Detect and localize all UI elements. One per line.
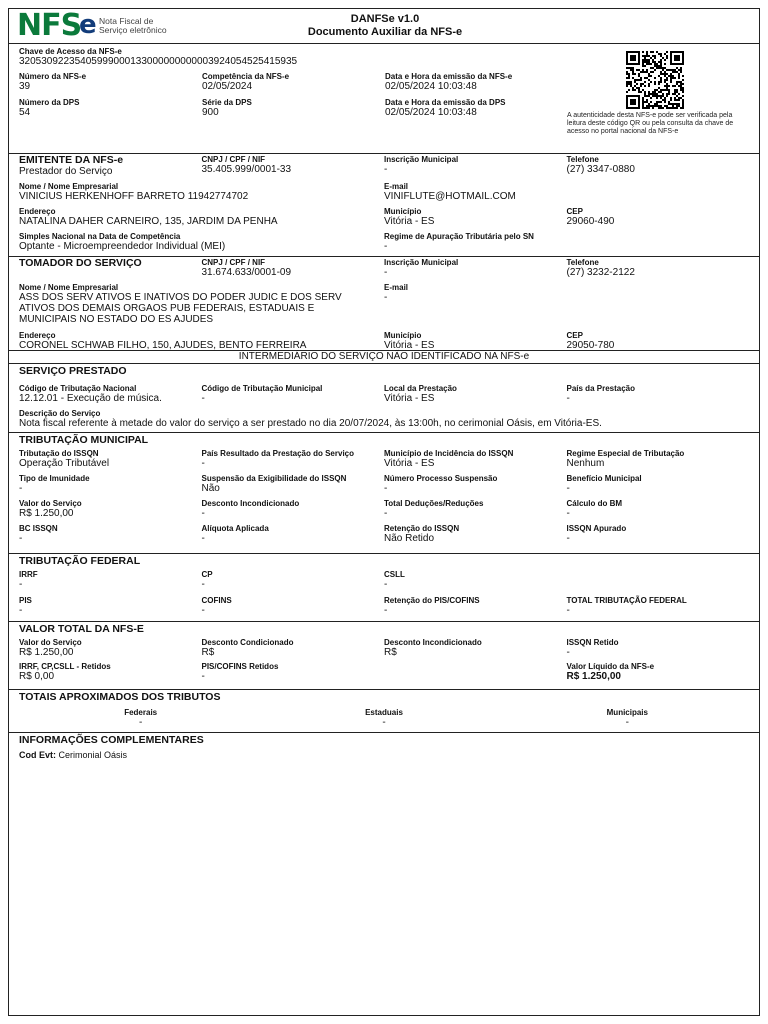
- competence-label: Competência da NFS-e: [202, 72, 290, 81]
- customer-name-label: Nome / Nome Empresarial: [19, 283, 119, 292]
- issuer-row-3: [9, 207, 759, 227]
- nfse-issue-label: Data e Hora da emissão da NFS-e: [385, 72, 513, 81]
- field-label: PIS: [19, 596, 32, 605]
- issuer-cnpj-label: CNPJ / CPF / NIF: [201, 155, 266, 164]
- federal-tax-section: [9, 554, 759, 622]
- field-label: Benefício Municipal: [566, 474, 642, 483]
- customer-section: [9, 257, 759, 350]
- simples-label: Simples Nacional na Data de Competência: [19, 232, 181, 241]
- field-value: R$ 0,00: [19, 671, 55, 682]
- field-label: Valor do Serviço: [19, 638, 82, 647]
- service-row-1: [9, 384, 759, 404]
- customer-row-3: [9, 331, 759, 351]
- field-value: -: [384, 605, 388, 616]
- total-value-row-1: [9, 638, 759, 658]
- logo-subtitle-line1: Nota Fiscal de: [99, 16, 154, 26]
- field-label: Tributação do ISSQN: [19, 449, 99, 458]
- nfse-issue-value: 02/05/2024 10:03:48: [385, 81, 477, 92]
- municipal-tax-row-2: [9, 474, 759, 494]
- total-value-row-2: [9, 662, 759, 682]
- municipal-tax-row-1: [9, 449, 759, 469]
- issuer-cep-value: 29060-490: [566, 216, 615, 227]
- complementary-info-section: [9, 733, 759, 760]
- regime-value: -: [384, 241, 388, 252]
- field-value: -: [566, 508, 570, 519]
- field-label: IRRF: [19, 570, 38, 579]
- field-label: Total Deduções/Reduções: [384, 499, 484, 508]
- customer-phone-label: Telefone: [566, 258, 599, 267]
- dps-issue-label: Data e Hora da emissão da DPS: [385, 98, 506, 107]
- field-label: IRRF, CP,CSLL - Retidos: [19, 662, 111, 671]
- field-label: ISSQN Retido: [566, 638, 619, 647]
- field-label: Regime Especial de Tributação: [566, 449, 685, 458]
- field-label: Desconto Incondicionado: [384, 638, 482, 647]
- municipal-tax-section: [9, 433, 759, 554]
- field-value: -: [566, 483, 570, 494]
- municipal-label: Municipais: [606, 708, 648, 717]
- access-key-label: Chave de Acesso da NFS-e: [19, 47, 122, 56]
- customer-row-2: [9, 283, 759, 325]
- federal-tax-row-1: [9, 570, 759, 590]
- issuer-subtitle: Prestador do Serviço: [19, 166, 113, 177]
- approx-taxes-row: [9, 708, 759, 728]
- field-label: Retenção do ISSQN: [384, 524, 460, 533]
- field-value: Nenhum: [566, 458, 605, 469]
- customer-email-label: E-mail: [384, 283, 409, 292]
- service-location-value: Vitória - ES: [384, 393, 435, 404]
- nfse-number-value: 39: [19, 81, 31, 92]
- service-title: SERVIÇO PRESTADO: [19, 365, 127, 377]
- nfse-number-label: Número da NFS-e: [19, 72, 87, 81]
- field-value: -: [19, 605, 23, 616]
- issuer-name-label: Nome / Nome Empresarial: [19, 182, 119, 191]
- customer-name-line2: ATIVOS DOS DEMAIS ORGAOS PUB FEDERAIS, ESTADUAIS E: [19, 303, 315, 314]
- issuer-cep-label: CEP: [566, 207, 583, 216]
- service-description-value: Nota fiscal referente à metade do valor do serviço a ser prestado no dia 20/07/2024, às 13:00h, no cerimonial Oásis, em Vitória-ES.: [19, 418, 602, 429]
- document-header: [9, 9, 759, 44]
- field-label: Desconto Condicionado: [201, 638, 294, 647]
- customer-cnpj-value: 31.674.633/0001-09: [201, 267, 292, 278]
- service-country-label: País da Prestação: [566, 384, 635, 393]
- field-label: Alíquota Aplicada: [201, 524, 269, 533]
- field-value: -: [201, 508, 205, 519]
- customer-email-value: -: [384, 292, 388, 303]
- service-section: [9, 364, 759, 433]
- issuer-im-label: Inscrição Municipal: [384, 155, 459, 164]
- access-key-value: 32053092235405999000133000000000003924054525415935: [19, 56, 298, 67]
- dps-series-label: Série da DPS: [202, 98, 252, 107]
- field-value: -: [384, 483, 388, 494]
- authenticity-note: A autenticidade desta NFS-e pode ser verificada pela leitura deste código QR ou pela consulta da chave de acesso no portal nacional da NFS-e: [567, 112, 734, 135]
- customer-cep-label: CEP: [566, 331, 583, 340]
- federal-value: -: [138, 717, 143, 728]
- field-value: -: [201, 533, 205, 544]
- field-label: Desconto Incondicionado: [201, 499, 300, 508]
- field-label: CP: [201, 570, 213, 579]
- issuer-email-value: VINIFLUTE@HOTMAIL.COM: [384, 191, 516, 202]
- field-value: -: [566, 533, 570, 544]
- field-label: País Resultado da Prestação do Serviço: [201, 449, 355, 458]
- document-subtitle: Documento Auxiliar da NFS-e: [307, 26, 463, 38]
- national-code-label: Código de Tributação Nacional: [19, 384, 137, 393]
- field-value: -: [566, 605, 570, 616]
- issuer-city-label: Município: [384, 207, 422, 216]
- field-value: -: [19, 483, 23, 494]
- competence-value: 02/05/2024: [202, 81, 253, 92]
- field-value: Não: [201, 483, 220, 494]
- field-value: Não Retido: [384, 533, 435, 544]
- dps-issue-value: 02/05/2024 10:03:48: [385, 107, 477, 118]
- total-value-title: VALOR TOTAL DA NFS-E: [19, 623, 144, 635]
- dps-series-value: 900: [202, 107, 219, 118]
- field-label: CSLL: [384, 570, 405, 579]
- logo-mark-nfs: NFS: [17, 8, 82, 43]
- issuer-phone-label: Telefone: [566, 155, 599, 164]
- municipal-tax-row-3: [9, 499, 759, 519]
- state-value: -: [382, 717, 386, 728]
- issuer-city-value: Vitória - ES: [384, 216, 435, 227]
- field-value: -: [19, 533, 23, 544]
- regime-label: Regime de Apuração Tributária pelo SN: [384, 232, 534, 241]
- service-description-label: Descrição do Serviço: [19, 409, 101, 418]
- service-location-label: Local da Prestação: [384, 384, 457, 393]
- field-value: Operação Tributável: [19, 458, 110, 469]
- logo-mark-e: e: [79, 10, 97, 40]
- net-value-label: Valor Líquido da NFS-e: [566, 662, 655, 671]
- dps-number-label: Número da DPS: [19, 98, 80, 107]
- field-label: Cálculo do BM: [566, 499, 623, 508]
- header-titles: [9, 13, 761, 39]
- issuer-row-4: [9, 232, 759, 252]
- field-label: Número Processo Suspensão: [384, 474, 498, 483]
- field-value: R$: [384, 647, 397, 658]
- event-code-value: Cerimonial Oásis: [58, 750, 128, 760]
- issuer-row-1: [9, 154, 759, 177]
- state-label: Estaduais: [365, 708, 403, 717]
- municipal-code-label: Código de Tributação Municipal: [201, 384, 323, 393]
- customer-name-line3: MUNICIPAIS NO ESTADO DO ES AJUDES: [19, 314, 214, 325]
- field-label: TOTAL TRIBUTAÇÃO FEDERAL: [566, 596, 687, 605]
- field-label: Tipo de Imunidade: [19, 474, 90, 483]
- issuer-name-value: VINICIUS HERKENHOFF BARRETO 11942774702: [19, 191, 249, 202]
- federal-tax-row-2: [9, 596, 759, 616]
- field-label: COFINS: [201, 596, 232, 605]
- issuer-im-value: -: [384, 164, 388, 175]
- field-value: R$: [201, 647, 215, 658]
- municipal-tax-title: TRIBUTAÇÃO MUNICIPAL: [19, 434, 149, 446]
- logo-subtitle-line2: Serviço eletrônico: [99, 25, 167, 35]
- qr-code-icon[interactable]: [626, 51, 684, 109]
- field-value: -: [384, 579, 388, 590]
- field-label: PIS/COFINS Retidos: [201, 662, 279, 671]
- service-country-value: -: [566, 393, 570, 404]
- municipal-value: -: [625, 717, 629, 728]
- field-value: Vitória - ES: [384, 458, 435, 469]
- issuer-address-value: NATALINA DAHER CARNEIRO, 135, JARDIM DA PENHA: [19, 216, 278, 227]
- customer-city-label: Município: [384, 331, 422, 340]
- field-value: -: [201, 605, 205, 616]
- customer-im-value: -: [384, 267, 388, 278]
- customer-title: TOMADOR DO SERVIÇO: [19, 257, 142, 269]
- field-value: -: [201, 458, 205, 469]
- field-value: -: [566, 647, 570, 658]
- issuer-cnpj-value: 35.405.999/0001-33: [201, 164, 292, 175]
- issuer-phone-value: (27) 3347-0880: [566, 164, 635, 175]
- federal-tax-title: TRIBUTAÇÃO FEDERAL: [19, 555, 141, 567]
- field-label: BC ISSQN: [19, 524, 58, 533]
- issuer-email-label: E-mail: [384, 182, 409, 191]
- customer-row-1: [9, 257, 759, 278]
- field-value: -: [384, 508, 388, 519]
- total-value-section: [9, 622, 759, 690]
- field-value: -: [201, 579, 205, 590]
- issuer-address-label: Endereço: [19, 207, 56, 216]
- national-code-value: 12.12.01 - Execução de música.: [19, 393, 162, 404]
- municipal-tax-row-4: [9, 524, 759, 544]
- customer-city-value: Vitória - ES: [384, 340, 435, 351]
- dps-number-value: 54: [19, 107, 31, 118]
- customer-cnpj-label: CNPJ / CPF / NIF: [201, 258, 266, 267]
- field-value: R$ 1.250,00: [19, 508, 74, 519]
- field-label: Retenção do PIS/COFINS: [384, 596, 480, 605]
- field-value: R$ 1.250,00: [19, 647, 74, 658]
- customer-im-label: Inscrição Municipal: [384, 258, 459, 267]
- field-value: -: [201, 671, 205, 682]
- identification-section: [9, 44, 759, 154]
- issuer-title: EMITENTE DA NFS-e: [19, 154, 124, 166]
- approx-taxes-section: [9, 690, 759, 733]
- field-label: Município de Incidência do ISSQN: [384, 449, 514, 458]
- danfse-document: [8, 8, 760, 1016]
- simples-value: Optante - Microempreendedor Individual (MEI): [19, 241, 226, 252]
- issuer-section: [9, 154, 759, 257]
- federal-label: Federais: [124, 708, 158, 717]
- field-label: ISSQN Apurado: [566, 524, 627, 533]
- field-label: Suspensão da Exigibilidade do ISSQN: [201, 474, 347, 483]
- customer-phone-value: (27) 3232-2122: [566, 267, 635, 278]
- event-code-label: Cod Evt:: [19, 750, 56, 760]
- net-value-value: R$ 1.250,00: [566, 671, 621, 682]
- issuer-row-2: [9, 182, 759, 202]
- document-title: DANFSe v1.0: [350, 13, 420, 25]
- field-value: -: [19, 579, 23, 590]
- customer-cep-value: 29050-780: [566, 340, 615, 351]
- customer-address-label: Endereço: [19, 331, 56, 340]
- event-code-line: [9, 746, 759, 760]
- customer-address-value: CORONEL SCHWAB FILHO, 150, AJUDES, BENTO FERREIRA: [19, 340, 307, 351]
- field-label: Valor do Serviço: [19, 499, 82, 508]
- customer-name-line1: ASS DOS SERV ATIVOS E INATIVOS DO PODER JUDIC E DOS SERV: [19, 292, 342, 303]
- municipal-code-value: -: [201, 393, 205, 404]
- approx-taxes-title: TOTAIS APROXIMADOS DOS TRIBUTOS: [19, 691, 221, 703]
- complementary-info-title: INFORMAÇÕES COMPLEMENTARES: [19, 734, 204, 746]
- intermediary-note: INTERMEDIÁRIO DO SERVIÇO NÃO IDENTIFICADO NA NFS-e: [9, 350, 759, 364]
